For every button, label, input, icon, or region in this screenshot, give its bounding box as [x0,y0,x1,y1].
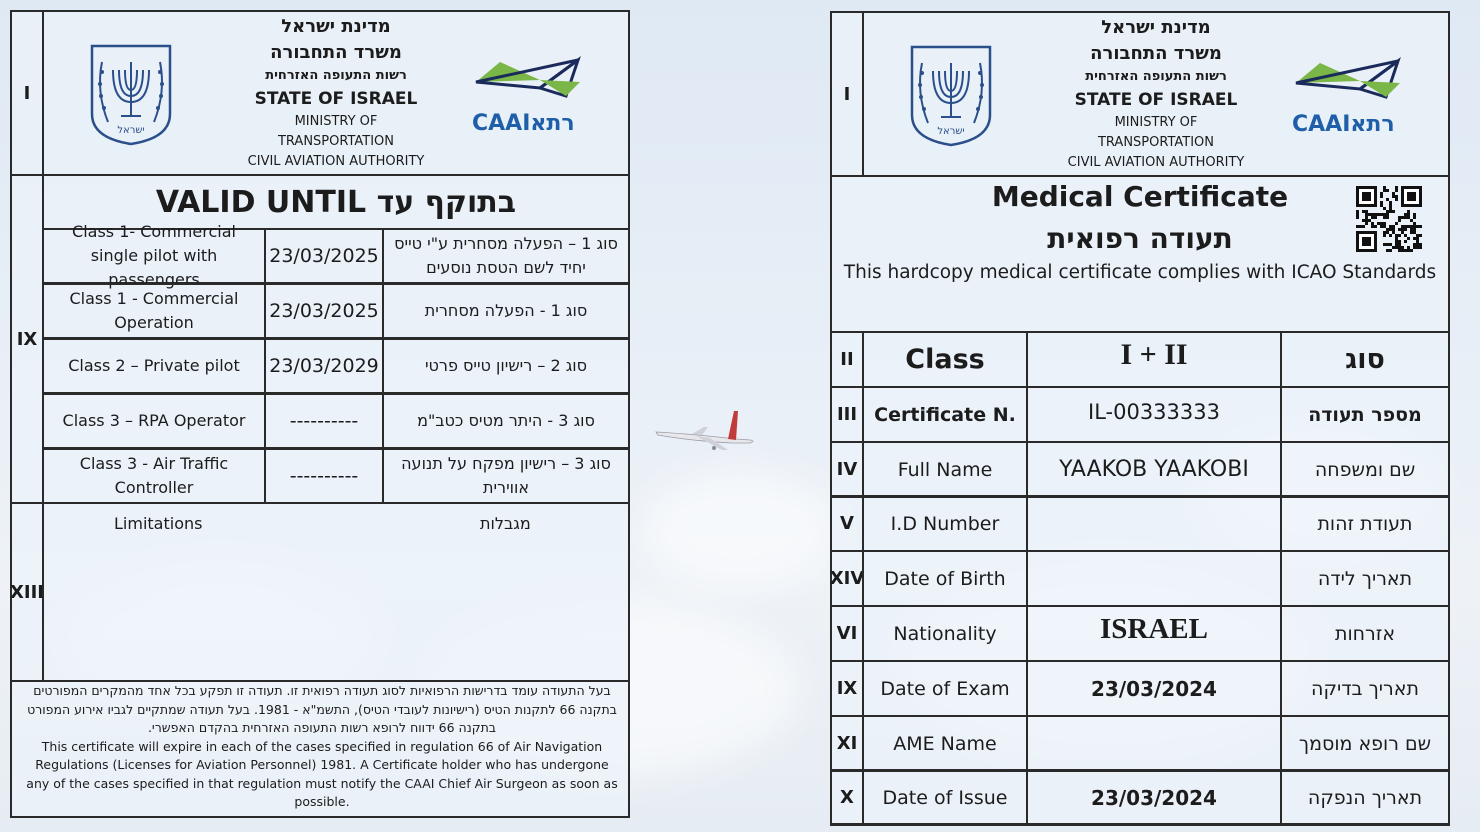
class-name-en: Class 1- Commercial single pilot with passengers [72,222,236,289]
en-ministry: TRANSPORTATION [277,134,395,149]
roman-numeral-cell [830,605,864,662]
class-name-he: סוג 2 – רישיון טייס פרטי [424,356,588,375]
roman-numeral: II [840,349,854,370]
he-authority: רשות התעופה האזרחית [1085,69,1227,84]
field-value-cell [1026,605,1282,662]
roman-numeral-cell [830,386,864,443]
roman-numeral: I [843,83,851,105]
caai-logo [1290,53,1416,135]
field-label-en-cell [862,441,1028,498]
field-label-he-cell [1280,441,1450,498]
field-label-en-cell [862,550,1028,607]
field-value: YAAKOB YAAKOBI [1059,457,1249,482]
en-ministry: TRANSPORTATION [1097,135,1215,150]
valid-until-date: ---------- [289,410,359,432]
class-name-en-cell [42,393,266,449]
footer-notes [22,682,622,812]
field-label-en: Full Name [897,458,993,481]
footer-en: This certificate will expire in each of the cases specified in regulation 66 of Air Navigation Regulations (Licenses for Aviation Personnel) 1981. A Certificate holder who has undergone any of the cases specified in that regulation must notify the CAAI Chief Air Surgeon as soon as possible. [26,738,618,809]
en-authority: CIVIL AVIATION AUTHORITY [1067,155,1245,170]
limitations-box [42,502,630,682]
class-name-he: סוג 1 - הפעלה מסחרית [424,301,588,320]
field-label-he-cell [1280,331,1450,388]
en-ministry: MINISTRY OF [294,114,378,129]
field-label-en-cell [862,660,1028,717]
row-label [830,11,864,177]
field-value-cell [1026,495,1282,552]
field-label-en: I.D Number [890,512,1000,535]
field-value-cell [1026,331,1282,388]
he-ministry: משרד התחבורה [270,42,402,63]
field-value-cell [1026,386,1282,443]
roman-numeral-cell [830,769,864,826]
roman-numeral: XIV [829,568,865,589]
svg-text:CAAIרתא: CAAIרתא [1292,112,1395,135]
roman-numeral: XIII [10,581,44,603]
field-value: ISRAEL [1100,613,1208,645]
cloud [640,470,840,590]
he-authority: רשות התעופה האזרחית [265,68,407,83]
field-label-en: Date of Issue [882,786,1008,809]
field-value-cell [1026,769,1282,826]
en-country: STATE OF ISRAEL [254,89,418,109]
field-label-en: Date of Exam [880,677,1010,700]
valid-until-date-cell [264,338,384,394]
roman-numeral: X [840,787,854,808]
field-value-cell [1026,441,1282,498]
roman-numeral-cell [830,495,864,552]
row-label [10,174,44,504]
field-label-he-cell [1280,605,1450,662]
en-ministry: MINISTRY OF [1114,115,1198,130]
roman-numeral: XI [836,733,858,754]
roman-numeral: I [23,82,31,104]
roman-numeral: IX [836,678,858,699]
class-name-he-cell [382,393,630,449]
class-name-en: Class 2 – Private pilot [68,356,240,375]
field-label-he: שם ומשפחה [1314,458,1416,481]
field-label-he: תאריך לידה [1317,567,1413,590]
icao-note: This hardcopy medical certificate complies with ICAO Standards [843,262,1437,283]
valid-until-date: 23/03/2025 [269,245,379,267]
class-name-he: סוג 1 – הפעלה מסחרית ע"י טייס יחיד לשם הטסת נוסעים [394,234,618,277]
emblem-icon [88,42,174,146]
field-label-he-cell [1280,769,1450,826]
valid-until-date-cell [264,283,384,339]
class-name-he: סוג 3 – רישיון מפקח על תנועה אווירית [401,454,611,497]
field-label-he-cell [1280,495,1450,552]
header-text [1050,15,1262,173]
roman-numeral: IV [836,459,858,480]
valid-until-date-cell [264,448,384,504]
class-name-en-cell [42,338,266,394]
roman-numeral-cell [830,660,864,717]
field-label-en: AME Name [893,732,997,755]
valid-until-label: VALID UNTIL בתוקף עד [155,184,517,220]
field-label-he-cell [1280,550,1450,607]
roman-numeral: III [836,404,858,425]
certificate-title-he: תעודה רפואית [1047,222,1233,255]
class-name-en: Class 3 – RPA Operator [62,411,246,430]
class-name-he: סוג 3 - היתר מטיס כטב"מ [417,411,595,430]
limitations-label-he: מגבלות [480,514,531,533]
field-label-en-cell [862,495,1028,552]
roman-numeral: V [840,513,854,534]
class-name-en-cell [42,222,266,289]
en-country: STATE OF ISRAEL [1074,90,1238,110]
field-value-cell [1026,660,1282,717]
roman-numeral-cell [830,441,864,498]
field-label-he-cell [1280,660,1450,717]
valid-until-date-cell [264,228,384,284]
he-country: מדינת ישראל [281,16,391,37]
class-name-en: Class 1 - Commercial Operation [69,289,239,332]
field-label-en: Nationality [893,622,997,645]
roman-numeral-cell [830,715,864,772]
field-label-he: אזרחות [1334,622,1396,645]
field-label-he: תאריך הנפקה [1307,786,1423,809]
field-label-en: Class [905,344,985,375]
airplane-icon [652,405,760,455]
field-label-he: תאריך בדיקה [1311,677,1419,700]
field-label-en-cell [862,386,1028,443]
class-name-en-cell [42,448,266,504]
valid-until-date: ---------- [289,465,359,487]
field-value: I + II [1120,337,1188,371]
he-ministry: משרד התחבורה [1090,43,1222,64]
he-country: מדינת ישראל [1101,17,1211,38]
field-value: 23/03/2024 [1091,676,1217,701]
field-label-en: Certificate N. [874,403,1016,426]
field-value-cell [1026,715,1282,772]
class-name-he-cell [382,283,630,339]
field-value: 23/03/2024 [1091,785,1217,810]
row-label [10,10,44,176]
field-label-he-cell [1280,715,1450,772]
field-label-en: Date of Birth [884,567,1006,590]
field-value: IL-00333333 [1088,399,1220,424]
caai-logo [470,52,596,134]
field-label-he-cell [1280,386,1450,443]
field-label-he: מספר תעודה [1308,403,1422,426]
qr-code-icon[interactable] [1356,186,1422,252]
class-name-he-cell [382,228,630,284]
row-label [10,502,44,682]
en-authority: CIVIL AVIATION AUTHORITY [247,154,425,169]
class-name-en-cell [42,283,266,339]
svg-text:CAAIרתא: CAAIרתא [472,111,575,134]
roman-numeral-cell [830,331,864,388]
valid-until-date: 23/03/2029 [269,355,379,377]
svg-text:ישראל: ישראל [937,126,965,137]
roman-numeral: IX [16,328,38,350]
field-label-en-cell [862,605,1028,662]
limitations-label-en: Limitations [114,514,203,533]
valid-until-date-cell [264,393,384,449]
valid-until-date: 23/03/2025 [269,300,379,322]
class-name-he-cell [382,338,630,394]
field-value-cell [1026,550,1282,607]
field-label-en-cell [862,769,1028,826]
field-label-he: שם רופא מוסמך [1298,732,1432,755]
class-name-he-cell [382,448,630,504]
field-label-he: סוג [1345,344,1385,375]
header-text [230,14,442,172]
field-label-en-cell [862,331,1028,388]
field-label-en-cell [862,715,1028,772]
roman-numeral: VI [836,623,858,644]
emblem-icon [908,43,994,147]
class-name-en: Class 3 - Air Traffic Controller [79,454,229,497]
svg-text:ישראל: ישראל [117,125,145,136]
roman-numeral-cell [830,550,864,607]
footer-he: בעל התעודה עומד בדרישות הרפואיות לסוג תעודה רפואית זו. תעודה זו תפקע בכל אחד מהמקרים המפורטים בתקנה 66 לתקנות הטיס (רישיונות לעובדי הטיס), התשמ"א - 1981. בעל תעודה שמתקיים לגביו אירוע המפורט בתקנה 66 ידווח לרופא רשות התעופה האזרחית בהקדם האפשרי. [27,683,617,735]
certificate-title-en: Medical Certificate [991,180,1289,213]
field-label-he: תעודת זהות [1317,512,1413,535]
